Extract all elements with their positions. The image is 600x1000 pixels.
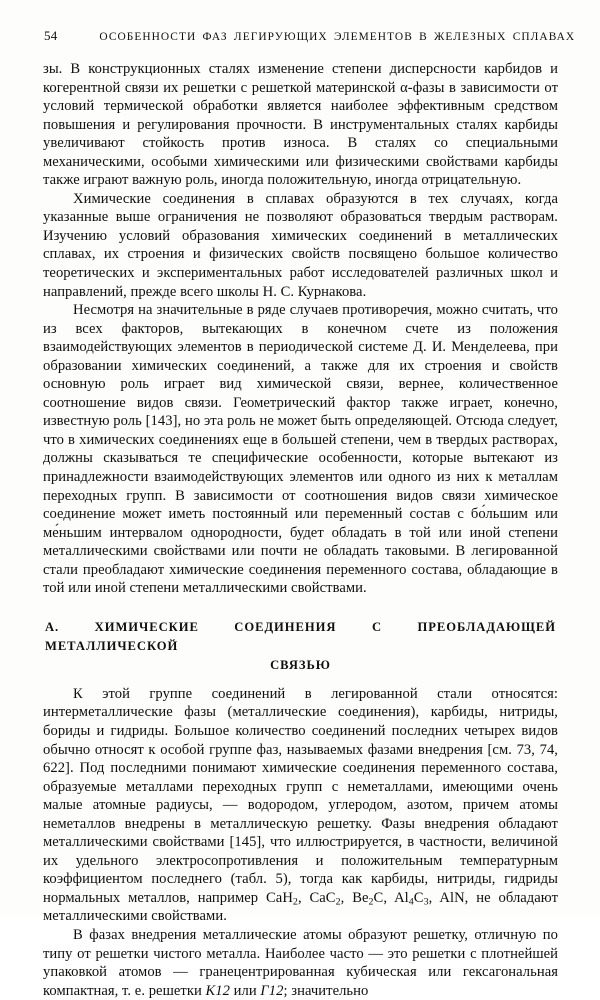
lattice-symbol-k12: К12 [205,982,230,999]
subscript: 2 [335,896,341,908]
page-number: 54 [44,28,58,43]
lattice-symbol-g12: Г12 [260,982,284,999]
body-text-column [43,60,558,1000]
paragraph-5-lead: В фазах внедрения металлические атомы образуют решетку, отличную по типу от решетки чистого металла. Наиболее часто — это решетки с плотнейшей упаковкой атомов — гранецентрированная кубическая или гексагональная компактная, т. е. решетки [43,926,558,999]
section-heading [43,598,558,685]
section-heading-line-1: А. ХИМИЧЕСКИЕ СОЕДИНЕНИЯ С ПРЕОБЛАДАЮЩЕЙ МЕТАЛЛИЧЕСКОЙ [45,619,556,653]
formula-aln: AlN [439,889,465,906]
subscript: 3 [423,896,429,908]
running-head-title: ОСОБЕННОСТИ ФАЗ ЛЕГИРУЮЩИХ ЭЛЕМЕНТОВ В ЖЕЛЕЗНЫХ СПЛАВАХ [99,31,576,43]
paragraph-2: Химические соединения в сплавах образуются в тех случаях, когда указанные выше ограничения не позволяют образоваться твердым растворам. Изучению условий образования химических соединений в металлических сплавах, их строения и физических свойств посвящено большое количество теоретических и экспериментальных работ исследователей различных школ и направлений, прежде всего школы Н. С. Курнакова. [43,190,558,300]
paragraph-4-lead: К этой группе соединений в легированной стали относятся: интерметаллические фазы (металлические соединения), карбиды, нитриды, бориды и гидриды. Большое количество соединений последних четырех видов обычно относят к особой группе фаз, называемых фазами внедрения [см. 73, 74, 622]. Под последними понимают химические соединения переменного состава, образуемые металлами переходных групп с неметаллами, имеющими очень малые атомные радиусы, — водородом, углеродом, азотом, причем атомы неметаллов внедрены в металлическую решетку. Фазы внедрения обладают металлическими свойствами [145], что иллюстрируется, в частности, величиной их удельного электросопротивления и положительным температурным коэффициентом последнего (табл. 5), тогда как карбиды, нитриды, гидриды нормальных металлов, например [43,685,558,906]
paragraph-1: зы. В конструкционных сталях изменение степени дисперсности карбидов и когерентной связи их решетки с решеткой материнской α-фазы в зависимости от условий термической обработки является наиболее эффективным средством повышения и регулирования прочности. В инструментальных сталях карбиды увеличивают стойкость против износа. В сталях со специальными механическими, особыми химическими или физическими свойствами карбиды также играют важную роль, иногда положительную, иногда отрицательную. [43,61,558,189]
section-heading-line-2: СВЯЗЬЮ [270,657,331,672]
formula-cac2: CaC$_2$ [309,889,341,908]
subscript: 2 [292,896,298,908]
paragraph-4 [43,685,558,926]
paragraph-5-tail: ; значительно [283,982,369,999]
formula-al4c3: $Al_4C_3$ [394,889,429,908]
formula-cah2: CaH$_2$ [266,889,298,908]
paragraph-4-tail: , не обладают металлическими свойствами. [43,889,558,925]
subscript: 2 [368,896,374,908]
paragraph-5-conjunction: или [229,982,261,999]
paragraph-5 [43,926,558,1000]
subscript: 4 [408,896,414,908]
page-running-header [44,28,576,46]
paragraph-3: Несмотря на значительные в ряде случаев противоречия, можно считать, что из всех факторов, вытекающих в конечном счете из положения взаимодействующих элементов в периодической системе Д. И. Менделеева, при образовании химических соединений, а также для их строения и свойств основную роль играет вид химической связи, вернее, количественное соотношение видов связи. Геометрический фактор также играет, конечно, известную роль [143], но эта роль не может быть определяющей. Отсюда следует, что в химических соединениях еще в большей степени, чем в твердых растворах, должны сказываться те специфические особенности, которые вытекают из принадлежности взаимодействующих элементов или одного из них к металлам переходных групп. В зависимости от соотношения видов связи химическое соединение может иметь постоянный или переменный состав с бо́льшим или ме́ньшим интервалом однородности, будет обладать в той или иной степени металлическими свойствами или почти не обладать таковыми. В легированной стали преобладают химические соединения переменного состава, обладающие в той или иной степени металлическими свойствами. [43,302,558,597]
formula-be2c: $Be_2C$ [352,889,384,908]
chemical-formula-list: CaH$_2$, CaC$_2$, $Be_2C$, $Al_4C_3$, AlN [266,889,465,908]
